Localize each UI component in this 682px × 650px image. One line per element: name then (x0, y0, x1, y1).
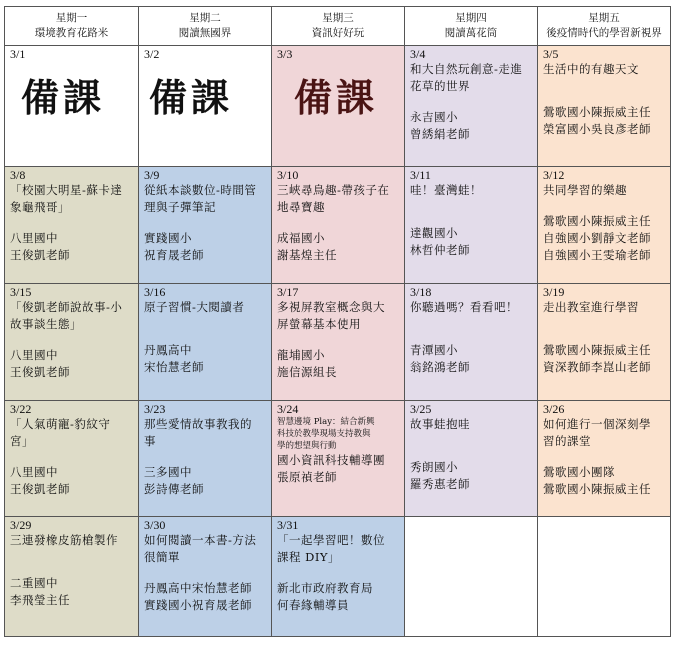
cell-date: 3/22 (10, 402, 32, 416)
cell-topic (5, 416, 138, 450)
day-cell (405, 284, 538, 401)
day-theme: 閱讀無國界 (178, 27, 232, 39)
cell-date: 3/4 (410, 47, 426, 61)
cell-topic (538, 416, 670, 450)
day-label: 星期一 (55, 12, 88, 24)
cell-date: 3/8 (10, 168, 26, 182)
cell-date: 3/24 (277, 402, 299, 416)
school-name: 成福國小 (277, 231, 325, 245)
topic-line: 從紙本談數位-時間管 (144, 183, 257, 197)
speaker-name: 鶯歌國小陳振威主任 (543, 105, 651, 119)
cell-date: 3/25 (410, 402, 432, 416)
speaker-name: 自強國小王雯瑜老師 (543, 248, 651, 262)
topic-line: 很簡單 (144, 550, 180, 564)
day-cell (5, 167, 139, 284)
cell-topic (272, 299, 404, 333)
topic-line: 三峽尋鳥趣-帶孩子在 (277, 183, 390, 197)
week-row (5, 46, 671, 167)
school-name: 永吉國小 (410, 110, 458, 124)
topic-line: 學的想望與行動 (277, 441, 337, 451)
header-thursday (405, 7, 538, 46)
cell-date: 3/3 (277, 47, 293, 61)
cell-topic (272, 182, 404, 216)
day-cell (405, 401, 538, 517)
day-theme: 閱讀萬花筒 (444, 27, 498, 39)
week-row (5, 517, 671, 637)
cell-date: 3/12 (543, 168, 565, 182)
day-cell (139, 46, 272, 167)
cell-topic (139, 416, 271, 450)
cell-topic (538, 61, 670, 78)
topic-line: 三連發橡皮筋槍製作 (10, 533, 118, 547)
cell-topic (538, 182, 670, 199)
cell-date: 3/31 (277, 518, 299, 532)
day-cell (538, 46, 671, 167)
speaker-name: 彭詩傳老師 (144, 482, 204, 496)
topic-line: 「一起學習吧！數位 (277, 533, 385, 547)
cell-date: 3/16 (144, 285, 166, 299)
header-tuesday (139, 7, 272, 46)
topic-line: 你聽過嗎？看看吧！ (410, 300, 518, 314)
cell-date: 3/17 (277, 285, 299, 299)
school-name: 秀朗國小 (410, 460, 458, 474)
school-name: 三多國中 (144, 465, 192, 479)
header-wednesday (272, 7, 405, 46)
cell-date: 3/9 (144, 168, 160, 182)
day-cell (405, 167, 538, 284)
speaker-name: 羅秀惠老師 (410, 477, 470, 491)
day-theme: 環境教育花路米 (34, 27, 109, 39)
topic-line: 走出教室進行學習 (543, 300, 639, 314)
header-monday (5, 7, 139, 46)
header-row (5, 7, 671, 46)
topic-line: 那些愛情故事教我的 (144, 417, 252, 431)
day-cell (5, 401, 139, 517)
topic-line: 如何進行一個深刻學 (543, 417, 651, 431)
cell-date: 3/30 (144, 518, 166, 532)
day-cell (5, 284, 139, 401)
prep-label: 備課 (21, 75, 106, 120)
day-cell (5, 46, 139, 167)
topic-line: 共同學習的樂趣 (543, 183, 627, 197)
day-label: 星期五 (588, 12, 620, 24)
cell-date: 3/19 (543, 285, 565, 299)
day-cell (5, 517, 139, 637)
speaker-name: 丹鳳高中宋怡慧老師 (144, 581, 252, 595)
cell-date: 3/26 (543, 402, 565, 416)
cell-date: 3/1 (10, 47, 26, 61)
topic-line: 宮」 (10, 434, 34, 448)
day-cell (139, 167, 272, 284)
cell-topic (272, 532, 404, 566)
speaker-name: 謝基煌主任 (277, 248, 337, 262)
cell-date: 3/29 (10, 518, 32, 532)
topic-line: 多視屏教室概念與大 (277, 300, 385, 314)
cell-date: 3/2 (144, 47, 160, 61)
topic-line: 原子習慣-大閱讀者 (144, 300, 245, 314)
topic-line: 「人氣萌寵-豹紋守 (10, 417, 111, 431)
cell-topic (139, 299, 271, 316)
topic-line: 象龜飛哥」 (10, 200, 70, 214)
speaker-name: 祝育晟老師 (144, 248, 204, 262)
day-cell (139, 517, 272, 637)
day-label: 星期二 (189, 12, 221, 24)
cell-date: 3/15 (10, 285, 32, 299)
school-name: 龍埔國小 (277, 348, 325, 362)
cell-date: 3/10 (277, 168, 299, 182)
empty-cell (538, 517, 671, 637)
organization-name: 新北市政府教育局 (277, 581, 373, 595)
day-label: 星期三 (322, 12, 354, 24)
cell-date: 3/18 (410, 285, 432, 299)
prep-label: 備課 (149, 75, 234, 120)
day-cell (272, 284, 405, 401)
speaker-name: 實踐國小祝育晟老師 (144, 598, 252, 612)
cell-date: 3/5 (543, 47, 559, 61)
cell-topic (272, 416, 404, 452)
day-cell (272, 401, 405, 517)
school-name: 八里國中 (10, 465, 58, 479)
day-cell (272, 46, 405, 167)
speaker-name: 張原禎老師 (277, 470, 337, 484)
speaker-name: 施信源組長 (277, 365, 337, 379)
speaker-name: 曾綉絹老師 (410, 127, 470, 141)
topic-line: 花草的世界 (410, 79, 470, 93)
topic-line: 事 (144, 434, 156, 448)
team-name: 鶯歌國小團隊 (543, 465, 615, 479)
week-row (5, 284, 671, 401)
day-cell (139, 401, 272, 517)
cell-topic (139, 182, 271, 216)
empty-cell (405, 517, 538, 637)
topic-line: 「校園大明星-蘇卡達 (10, 183, 123, 197)
topic-line: 屏螢幕基本使用 (277, 317, 361, 331)
school-name: 二重國中 (10, 576, 58, 590)
topic-line: 智慧邊境 Play：結合新興 (277, 417, 375, 427)
topic-line: 理與子彈筆記 (144, 200, 216, 214)
speaker-name: 林哲仲老師 (410, 243, 470, 257)
team-name: 國小資訊科技輔導團 (277, 453, 385, 467)
cell-topic (538, 299, 670, 316)
day-cell (538, 167, 671, 284)
topic-line: 生活中的有趣天文 (543, 62, 639, 76)
topic-line: 和大自然玩創意-走進 (410, 62, 523, 76)
speaker-name: 何春緣輔導員 (277, 598, 349, 612)
day-cell (538, 284, 671, 401)
day-cell (272, 517, 405, 637)
speaker-name: 王俊凱老師 (10, 365, 70, 379)
speaker-name: 翁銘鴻老師 (410, 360, 470, 374)
speaker-name: 鶯歌國小陳振威主任 (543, 482, 651, 496)
speaker-name: 資深教師李崑山老師 (543, 360, 651, 374)
school-name: 丹鳳高中 (144, 343, 192, 357)
day-theme: 資訊好好玩 (311, 27, 365, 39)
topic-line: 習的課堂 (543, 434, 591, 448)
speaker-name: 鶯歌國小陳振威主任 (543, 343, 651, 357)
schedule-table (4, 6, 671, 637)
cell-topic (5, 299, 138, 333)
cell-topic (5, 532, 138, 549)
day-theme: 後疫情時代的學習新視界 (546, 27, 662, 39)
topic-line: 如何閱讀一本書-方法 (144, 533, 257, 547)
day-cell (538, 401, 671, 517)
topic-line: 故事蛙抱哇 (410, 417, 470, 431)
speaker-name: 鶯歌國小陳振威主任 (543, 214, 651, 228)
day-cell (405, 46, 538, 167)
topic-line: 課程 DIY」 (277, 550, 341, 564)
school-name: 八里國中 (10, 348, 58, 362)
cell-topic (405, 299, 537, 316)
cell-topic (405, 416, 537, 433)
week-row (5, 167, 671, 284)
cell-date: 3/23 (144, 402, 166, 416)
school-name: 達觀國小 (410, 226, 458, 240)
cell-topic (405, 182, 537, 199)
speaker-name: 李飛瑩主任 (10, 593, 70, 607)
topic-line: 哇！臺灣蛙！ (410, 183, 482, 197)
topic-line: 「俊凱老師說故事-小 (10, 300, 123, 314)
speaker-name: 宋怡慧老師 (144, 360, 204, 374)
header-friday (538, 7, 671, 46)
school-name: 八里國中 (10, 231, 58, 245)
cell-topic (405, 61, 537, 95)
speaker-name: 榮富國小吳良彥老師 (543, 122, 651, 136)
prep-label: 備課 (294, 75, 379, 120)
topic-line: 地尋寶趣 (277, 200, 325, 214)
day-cell (139, 284, 272, 401)
cell-topic (5, 182, 138, 216)
week-row (5, 401, 671, 517)
day-cell (272, 167, 405, 284)
speaker-name: 王俊凱老師 (10, 482, 70, 496)
topic-line: 故事談生態」 (10, 317, 82, 331)
cell-topic (139, 532, 271, 566)
day-label: 星期四 (455, 12, 487, 24)
school-name: 青潭國小 (410, 343, 458, 357)
speaker-name: 王俊凱老師 (10, 248, 70, 262)
cell-date: 3/11 (410, 168, 431, 182)
school-name: 實踐國小 (144, 231, 192, 245)
topic-line: 科技於教學現場支持教與 (277, 429, 371, 439)
speaker-name: 自強國小劉靜文老師 (543, 231, 651, 245)
